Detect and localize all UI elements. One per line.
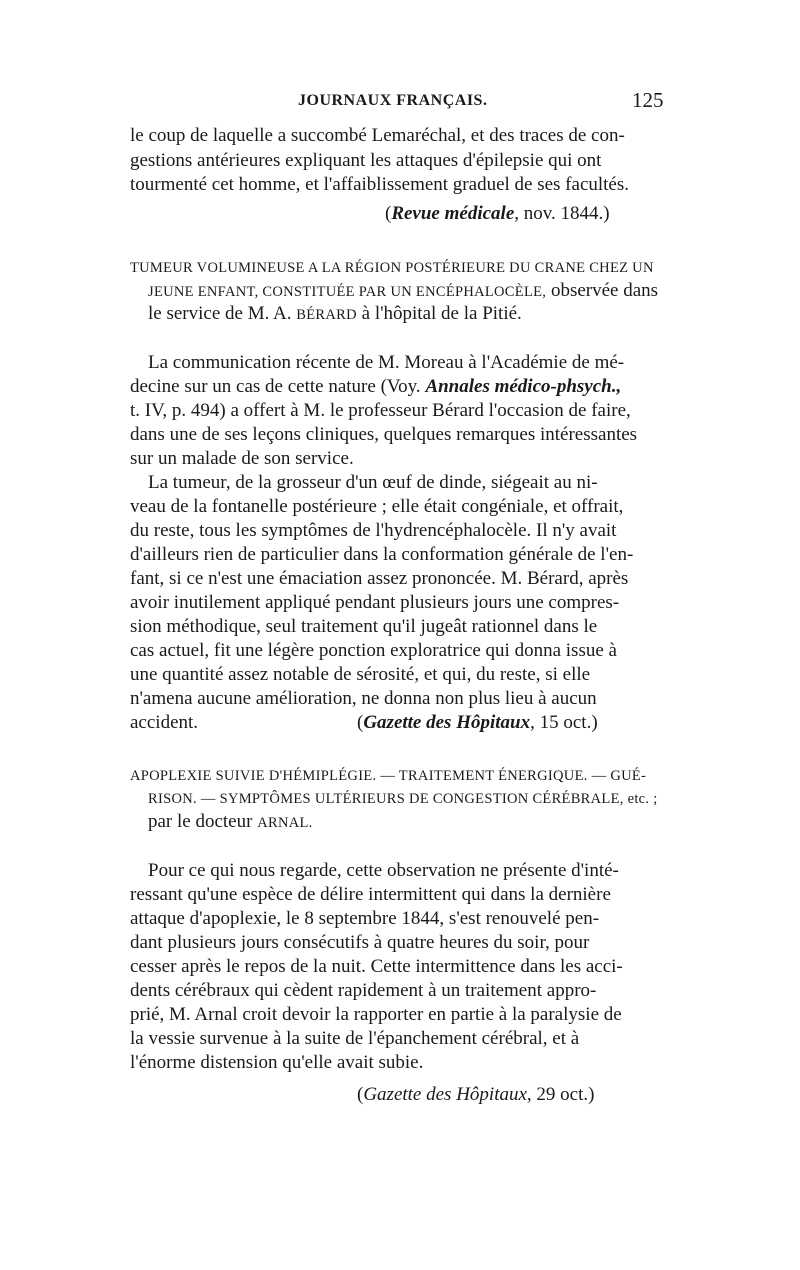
- article2-para-line: avoir inutilement appliqué pendant plusieurs jours une compres-: [130, 592, 620, 613]
- source-paren: (: [385, 203, 392, 224]
- article3-para-line: ressant qu'une espèce de délire intermittent qui dans la dernière: [130, 884, 611, 905]
- article2-para-line: cas actuel, fit une légère ponction exploratrice qui donna issue à: [130, 640, 617, 661]
- article2-title: TUMEUR VOLUMINEUSE A LA RÉGION POSTÉRIEURE DU CRANE CHEZ UN: [130, 260, 654, 276]
- article3-title: APOPLEXIE SUIVIE D'HÉMIPLÉGIE. — TRAITEMENT ÉNERGIQUE. — GUÉ-: [130, 768, 647, 784]
- article2-para-line: une quantité assez notable de sérosité, et qui, du reste, si elle: [130, 664, 591, 685]
- source-journal: Gazette des Hôpitaux: [363, 712, 531, 733]
- article2-title: [148, 302, 522, 327]
- article3-para-line: Pour ce qui nous regarde, cette observation ne présente d'inté-: [148, 860, 619, 881]
- article2-para-line: accident.: [130, 712, 199, 733]
- article1-line: le coup de laquelle a succombé Lemaréchal, et des traces de con-: [130, 125, 625, 146]
- journal-title: Annales médico-phsych.,: [425, 376, 622, 397]
- article2-para-line: n'amena aucune amélioration, ne donna non plus lieu à aucun: [130, 688, 597, 709]
- article2-title-post: à l'hôpital de la Pitié.: [356, 303, 522, 324]
- article2-para-line: dans une de ses leçons cliniques, quelques remarques intéressantes: [130, 424, 638, 445]
- article2-para-line: fant, si ce n'est une émaciation assez prononcée. M. Bérard, après: [130, 568, 629, 589]
- article2-title-pre: le service de M. A.: [148, 303, 297, 324]
- article2-para-line: sion méthodique, seul traitement qu'il jugeât rationnel dans le: [130, 616, 598, 637]
- source-paren: (: [357, 712, 364, 733]
- article2-title-rest: observée dans: [546, 280, 659, 301]
- source-journal: Revue médicale: [391, 203, 515, 224]
- article3-source: [357, 1083, 594, 1107]
- source-date: , 29 oct.): [526, 1084, 595, 1105]
- article2-title-caps: JEUNE ENFANT, CONSTITUÉE PAR UN ENCÉPHALOCÈLE,: [148, 284, 547, 300]
- article1-source: [385, 202, 610, 226]
- article3-para-line: cesser après le repos de la nuit. Cette intermittence dans les acci-: [130, 956, 623, 977]
- article2-para-line: [130, 375, 621, 399]
- article3-title-pre: par le docteur: [148, 811, 258, 832]
- article1-line: tourmenté cet homme, et l'affaiblissement graduel de ses facultés.: [130, 174, 630, 195]
- text-segment: decine sur un cas de cette nature (Voy.: [130, 376, 426, 397]
- article3-para-line: prié, M. Arnal croit devoir la rapporter en partie à la paralysie de: [130, 1004, 622, 1025]
- article2-para-line: t. IV, p. 494) a offert à M. le professeur Bérard l'occasion de faire,: [130, 400, 631, 421]
- article2-para-line: La tumeur, de la grosseur d'un œuf de dinde, siégeait au ni-: [148, 472, 598, 493]
- source-paren: (: [357, 1084, 364, 1105]
- page-number: 125: [632, 88, 664, 112]
- source-journal: Gazette des Hôpitaux: [363, 1084, 527, 1105]
- article3-para-line: attaque d'apoplexie, le 8 septembre 1844, s'est renouvelé pen-: [130, 908, 600, 929]
- article1-line: gestions antérieures expliquant les attaques d'épilepsie qui ont: [130, 150, 602, 171]
- article3-title: RISON. — SYMPTÔMES ULTÉRIEURS DE CONGESTION CÉRÉBRALE, etc. ;: [148, 791, 658, 807]
- article2-source: [357, 711, 598, 735]
- running-title: JOURNAUX FRANÇAIS.: [298, 92, 488, 109]
- article3-title: [148, 810, 313, 835]
- article2-title: [148, 279, 658, 304]
- article3-author-name: ARNAL.: [257, 815, 313, 831]
- article3-para-line: la vessie survenue à la suite de l'épanchement cérébral, et à: [130, 1028, 580, 1049]
- article2-para-line: sur un malade de son service.: [130, 448, 354, 469]
- article3-para-line: dents cérébraux qui cèdent rapidement à un traitement appro-: [130, 980, 597, 1001]
- article3-para-line: dant plusieurs jours consécutifs à quatre heures du soir, pour: [130, 932, 590, 953]
- article2-para-line: du reste, tous les symptômes de l'hydrencéphalocèle. Il n'y avait: [130, 520, 617, 541]
- article2-para-line: d'ailleurs rien de particulier dans la conformation générale de l'en-: [130, 544, 634, 565]
- article3-para-line: l'énorme distension qu'elle avait subie.: [130, 1052, 424, 1073]
- article2-para-line: veau de la fontanelle postérieure ; elle était congéniale, et offrait,: [130, 496, 624, 517]
- article2-para-line: La communication récente de M. Moreau à l'Académie de mé-: [148, 352, 625, 373]
- source-date: , nov. 1844.): [514, 203, 610, 224]
- source-date: , 15 oct.): [530, 712, 598, 733]
- article2-author-name: BÉRARD: [296, 307, 357, 323]
